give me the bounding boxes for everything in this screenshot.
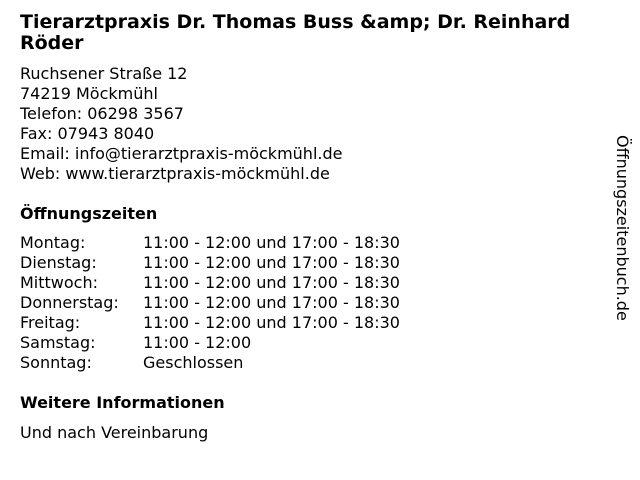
- email-line: Email: info@tierarztpraxis-möckmühl.de: [20, 144, 343, 163]
- table-row: [20, 233, 400, 253]
- table-row: [20, 253, 400, 273]
- table-row: [20, 313, 400, 333]
- day-hours: 11:00 - 12:00 und 17:00 - 18:30: [143, 273, 400, 292]
- practice-info-card: [20, 12, 610, 443]
- further-info-text: Und nach Vereinbarung: [20, 423, 209, 442]
- further-info-heading: Weitere Informationen: [20, 393, 225, 412]
- day-hours: 11:00 - 12:00 und 17:00 - 18:30: [143, 253, 400, 272]
- opening-hours-table: [20, 233, 400, 373]
- table-row: [20, 353, 400, 373]
- day-label: Mittwoch:: [20, 273, 98, 292]
- day-hours: 11:00 - 12:00 und 17:00 - 18:30: [143, 313, 400, 332]
- table-row: [20, 333, 400, 353]
- address-block: [20, 64, 610, 184]
- further-info-section: [20, 393, 610, 443]
- day-label: Samstag:: [20, 333, 96, 352]
- practice-title: Tierarztpraxis Dr. Thomas Buss &amp; Dr. Reinhard Röder: [20, 11, 571, 54]
- fax-line: Fax: 07943 8040: [20, 124, 155, 143]
- table-row: [20, 273, 400, 293]
- day-label: Freitag:: [20, 313, 81, 332]
- table-row: [20, 293, 400, 313]
- day-hours: 11:00 - 12:00 und 17:00 - 18:30: [143, 293, 400, 312]
- watermark-text: Öffnungszeitenbuch.de: [613, 135, 632, 321]
- city-line: 74219 Möckmühl: [20, 84, 158, 103]
- day-label: Donnerstag:: [20, 293, 119, 312]
- web-line: Web: www.tierarztpraxis-möckmühl.de: [20, 164, 330, 183]
- day-hours: 11:00 - 12:00 und 17:00 - 18:30: [143, 233, 400, 252]
- day-label: Sonntag:: [20, 353, 92, 372]
- day-hours: Geschlossen: [143, 353, 244, 372]
- day-hours: 11:00 - 12:00: [143, 333, 252, 352]
- opening-hours-heading: Öffnungszeiten: [20, 204, 158, 223]
- phone-line: Telefon: 06298 3567: [20, 104, 184, 123]
- day-label: Montag:: [20, 233, 86, 252]
- street-line: Ruchsener Straße 12: [20, 64, 188, 83]
- day-label: Dienstag:: [20, 253, 97, 272]
